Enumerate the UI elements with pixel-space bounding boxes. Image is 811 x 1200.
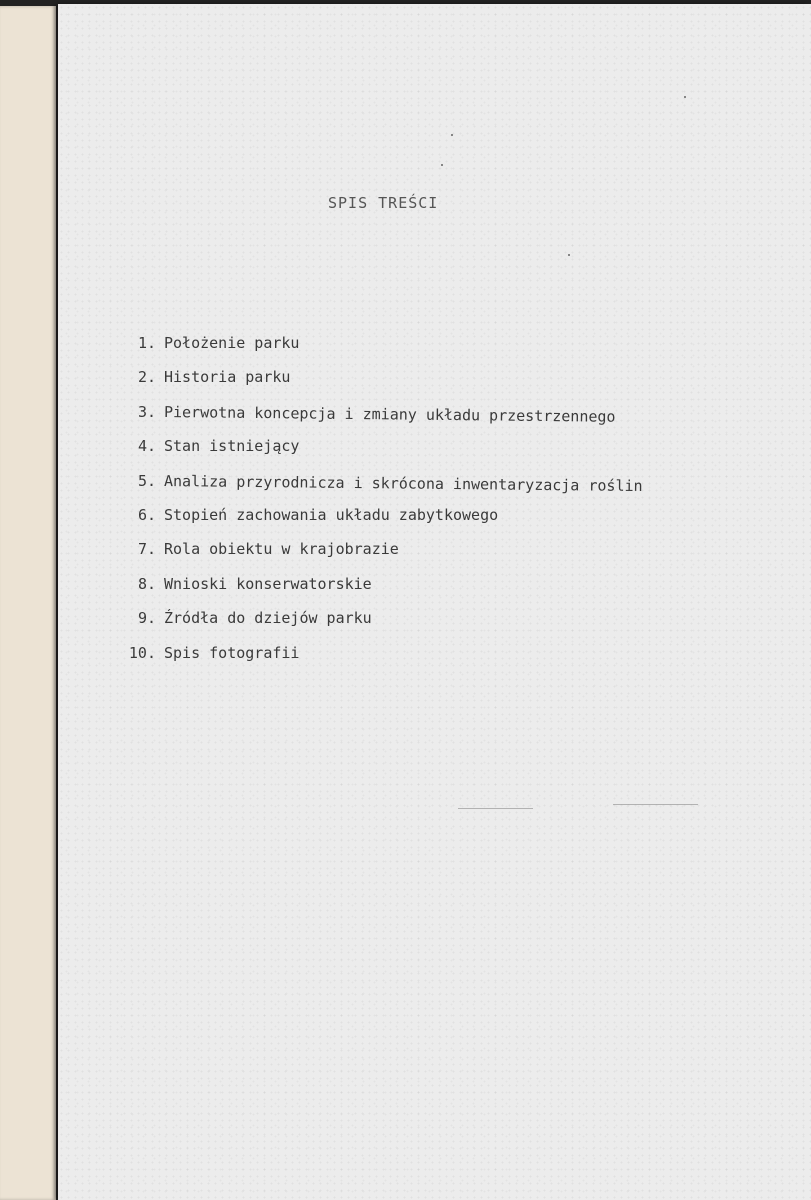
toc-item — [112, 368, 643, 402]
toc-item — [112, 609, 643, 643]
toc-item — [112, 506, 643, 540]
toc-item-number: 2. — [137, 368, 156, 387]
toc-item — [112, 575, 643, 609]
scan-scratch — [458, 808, 533, 809]
toc-item — [112, 403, 643, 437]
toc-item — [112, 540, 643, 574]
scan-speck — [568, 254, 570, 256]
scan-scratch — [613, 804, 698, 805]
toc-item-number: 1. — [137, 334, 156, 352]
toc-item-number: 6. — [137, 505, 156, 524]
typewritten-page — [58, 4, 811, 1200]
toc-item-text: Położenie parku — [164, 334, 300, 352]
toc-item-number: 3. — [137, 402, 156, 421]
page-title: SPIS TREŚCI — [328, 194, 439, 212]
toc-item — [112, 472, 643, 506]
toc-item-text: Stan istniejący — [164, 437, 300, 456]
binding-board — [0, 6, 56, 1200]
toc-item-number: 10. — [128, 643, 156, 662]
scan-speck — [684, 96, 686, 98]
toc-item-text: Źródła do dziejów parku — [164, 609, 372, 628]
toc-item-text: Pierwotna koncepcja i zmiany układu przestrzennego — [163, 402, 616, 426]
toc-item-text: Wnioski konserwatorskie — [164, 574, 372, 593]
scan-speck — [441, 164, 443, 166]
toc-item-text: Rola obiektu w krajobrazie — [164, 540, 399, 559]
table-of-contents — [112, 334, 643, 678]
toc-item-number: 7. — [137, 540, 156, 559]
scan-speck — [451, 134, 453, 136]
toc-item-number: 5. — [137, 471, 156, 490]
toc-item — [112, 334, 643, 368]
toc-item-text: Historia parku — [164, 368, 291, 387]
toc-item-number: 4. — [137, 437, 156, 456]
toc-item-number: 8. — [137, 574, 156, 593]
toc-item — [112, 644, 643, 678]
toc-item-text: Analiza przyrodnicza i skrócona inwentaryzacja roślin — [163, 471, 643, 495]
toc-item-text: Spis fotografii — [164, 643, 300, 662]
toc-item-number: 9. — [137, 609, 156, 628]
toc-item — [112, 437, 643, 471]
toc-item-text: Stopień zachowania układu zabytkowego — [164, 505, 499, 524]
